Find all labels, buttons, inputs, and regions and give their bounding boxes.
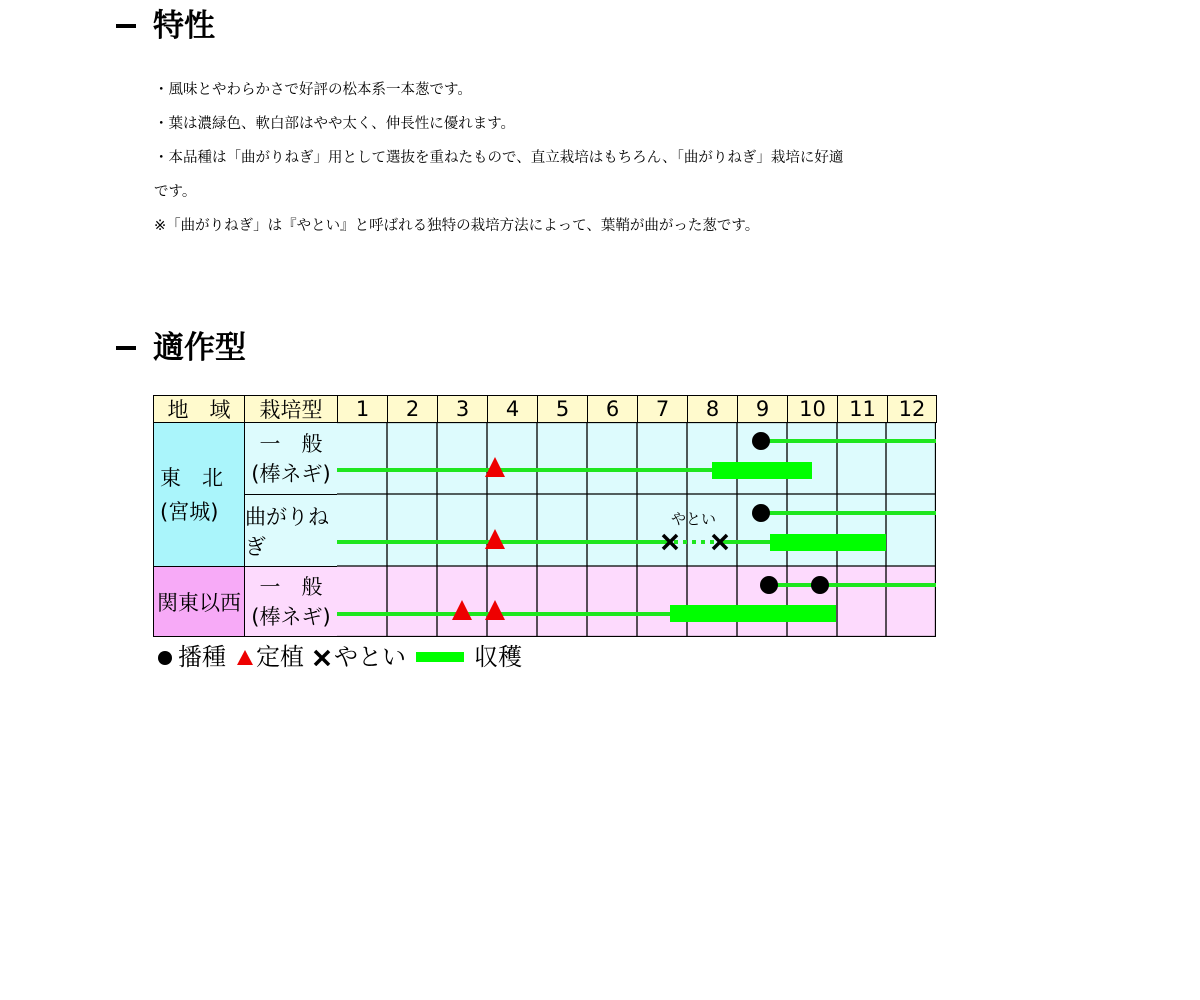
header-month-2: 2 — [387, 395, 438, 423]
region-tohoku — [153, 422, 245, 567]
type-label: 曲がりねぎ — [245, 504, 329, 559]
header-month-1: 1 — [337, 395, 388, 423]
header-month-8: 8 — [687, 395, 738, 423]
yatoi-label: やとい — [671, 510, 717, 528]
header-month-9: 9 — [737, 395, 788, 423]
trait-note: ※「曲がりねぎ」は『やとい』と呼ばれる独特の栽培方法によって、葉鞘が曲がった葱です。 — [154, 218, 760, 234]
region-kanto-name: 関東以西 — [157, 590, 241, 615]
yatoi-x-icon — [312, 648, 332, 666]
header-month-11: 11 — [837, 395, 888, 423]
trait-line-3: ・本品種は「曲がりねぎ」用として選抜を重ねたもので、直立栽培はもちろん、「曲がりねぎ」栽培に好適 — [154, 150, 844, 166]
harvest-bar — [712, 462, 812, 479]
type-tohoku-general — [244, 422, 338, 495]
cropping-calendar-table — [153, 395, 936, 637]
type-sub-label: (棒ネギ) — [251, 461, 331, 486]
harvest-bar — [670, 605, 836, 622]
sowing-dot-icon — [752, 432, 770, 450]
legend — [156, 642, 522, 672]
sowing-dot-icon — [760, 576, 778, 594]
harvest-bar-icon — [416, 650, 464, 664]
sowing-dot-icon — [752, 504, 770, 522]
trait-line-1: ・風味とやわらかさで好評の松本系一本葱です。 — [154, 82, 472, 98]
region-kanto — [153, 566, 245, 637]
planting-triangle-icon — [236, 648, 254, 666]
header-month-4: 4 — [487, 395, 538, 423]
header-month-10: 10 — [787, 395, 838, 423]
legend-harvest: 収穫 — [474, 643, 522, 671]
legend-yatoi: やとい — [334, 643, 406, 671]
dash-icon — [116, 346, 136, 350]
type-label: 一 般 — [259, 431, 323, 456]
section-title-traits — [116, 6, 215, 46]
region-tohoku-name: 東 北 — [160, 465, 223, 490]
cropping-title-text: 適作型 — [153, 330, 246, 366]
harvest-bar — [770, 534, 886, 551]
type-tohoku-magari — [244, 494, 338, 567]
header-month-7: 7 — [637, 395, 688, 423]
type-sub-label: (棒ネギ) — [251, 604, 331, 629]
legend-sowing: 播種 — [178, 643, 226, 671]
dash-icon — [116, 24, 136, 28]
trait-line-4: です。 — [154, 184, 197, 200]
section-title-cropping — [116, 328, 246, 368]
sowing-dot-icon — [156, 648, 174, 666]
header-month-5: 5 — [537, 395, 588, 423]
header-month-3: 3 — [437, 395, 488, 423]
calendar-grid — [337, 422, 936, 637]
header-type: 栽培型 — [244, 395, 338, 423]
region-tohoku-sub: (宮城) — [160, 499, 219, 524]
type-label: 一 般 — [259, 574, 323, 599]
type-kanto-general — [244, 566, 338, 637]
sowing-dot-icon — [811, 576, 829, 594]
header-region: 地 域 — [153, 395, 245, 423]
legend-planting: 定植 — [256, 643, 304, 671]
header-month-12: 12 — [887, 395, 937, 423]
traits-title-text: 特性 — [153, 8, 215, 44]
header-month-6: 6 — [587, 395, 638, 423]
trait-line-2: ・葉は濃緑色、軟白部はやや太く、伸長性に優れます。 — [154, 116, 516, 132]
